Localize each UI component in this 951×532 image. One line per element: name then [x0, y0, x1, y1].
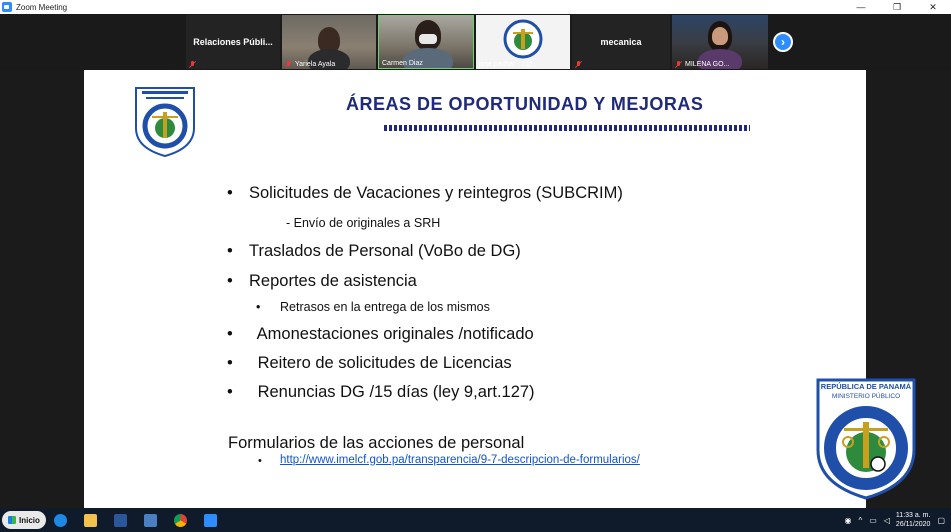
bullet-text: Retrasos en la entrega de los mismos — [280, 300, 490, 314]
windows-taskbar — [0, 508, 951, 532]
start-button[interactable] — [2, 511, 46, 529]
bullet-item — [227, 354, 512, 373]
bullet-text: Renuncias DG /15 días (ley 9,art.127) — [253, 383, 535, 401]
bullet-item — [227, 184, 623, 203]
word-icon[interactable] — [106, 508, 136, 532]
clock-date: 26/11/2020 — [895, 521, 931, 528]
bullet-marker: • — [227, 383, 233, 401]
bullet-text: Reportes de asistencia — [249, 272, 417, 290]
bullet-marker: • — [227, 184, 233, 202]
forms-heading: Formularios de las acciones de personal — [228, 434, 525, 452]
bullet-text: - Envío de originales a SRH — [286, 216, 441, 230]
sub-bullet-item — [256, 300, 490, 314]
bullet-marker: • — [227, 354, 233, 372]
institute-logo-small — [132, 84, 198, 158]
shared-slide — [84, 70, 912, 508]
sub-bullet-item — [286, 216, 440, 230]
bullet-marker: • — [227, 325, 233, 343]
start-label: Inicio — [19, 515, 40, 525]
bullet-item — [227, 325, 534, 344]
face-mask — [419, 34, 437, 44]
chevron-up-icon[interactable]: ^ — [858, 515, 863, 525]
chrome-tray-icon[interactable]: ◉ — [844, 515, 852, 525]
bullet-text: Solicitudes de Vacaciones y reintegros (SUBCRIM) — [249, 184, 623, 202]
participant-name: mecanica — [600, 37, 642, 47]
bullet-item — [227, 272, 417, 291]
zoom-icon[interactable] — [196, 508, 226, 532]
bullet-marker: • — [227, 242, 233, 260]
logo-ministry-text: MINISTERIO PÚBLICO — [831, 393, 901, 400]
participant-tile[interactable] — [378, 15, 474, 69]
participant-label: jose.pachar - 2@... — [479, 61, 539, 68]
title-underline — [384, 125, 750, 131]
network-icon[interactable]: ▭ — [869, 515, 877, 525]
minimize-button[interactable]: — — [856, 2, 866, 12]
bullet-text: Amonestaciones originales /notificado — [253, 325, 534, 343]
logo-country-text: REPÚBLICA DE PANAMÁ — [820, 382, 912, 391]
bullet-item — [227, 242, 521, 261]
bullet-text: Reitero de solicitudes de Licencias — [253, 354, 512, 372]
institute-logo-large — [814, 376, 918, 500]
participant-tile[interactable] — [672, 15, 768, 69]
close-button[interactable]: ✕ — [929, 1, 937, 12]
window-title: Zoom Meeting — [16, 2, 68, 12]
muted-mic-icon — [189, 61, 196, 68]
bullet-text: Traslados de Personal (VoBo de DG) — [249, 242, 521, 260]
bullet-marker: • — [258, 455, 262, 467]
notifications-icon[interactable]: ▢ — [937, 515, 945, 525]
muted-mic-icon — [575, 61, 582, 68]
muted-mic-icon — [675, 61, 682, 68]
institute-logo-icon — [500, 19, 546, 59]
clock-time: 11:33 a. m. — [895, 512, 931, 519]
file-explorer-icon[interactable] — [76, 508, 106, 532]
participant-tile[interactable] — [572, 15, 670, 69]
participant-label: Carmen Diaz — [382, 60, 423, 67]
windows-logo-icon — [8, 516, 16, 524]
edge-icon[interactable] — [46, 508, 76, 532]
bullet-item — [227, 383, 535, 402]
window-controls — [843, 0, 951, 14]
participant-tile[interactable] — [186, 15, 280, 69]
app-icon[interactable] — [136, 508, 166, 532]
participant-label: Yariela Ayala — [295, 61, 336, 68]
system-tray — [837, 508, 945, 532]
bullet-marker: • — [227, 272, 233, 290]
participant-tile[interactable] — [282, 15, 376, 69]
participant-tile[interactable] — [476, 15, 570, 69]
volume-icon[interactable]: ◁ — [883, 515, 890, 525]
participant-name: Relaciones Públi... — [193, 37, 273, 47]
zoom-app-icon — [2, 2, 12, 12]
forms-link[interactable]: http://www.imelcf.gob.pa/transparencia/9-7-descripcion-de-formularios/ — [280, 454, 640, 466]
chrome-icon[interactable] — [166, 508, 196, 532]
window-titlebar — [0, 0, 951, 14]
slide-title: ÁREAS DE OPORTUNIDAD Y MEJORAS — [346, 94, 704, 114]
muted-mic-icon — [285, 61, 292, 68]
next-participants-button[interactable]: › — [773, 32, 793, 52]
participant-label: MILENA GO... — [685, 61, 730, 68]
taskbar-clock[interactable] — [896, 511, 931, 529]
maximize-button[interactable]: ❐ — [892, 1, 902, 12]
participant-strip — [0, 14, 951, 70]
bullet-marker: • — [256, 300, 261, 314]
